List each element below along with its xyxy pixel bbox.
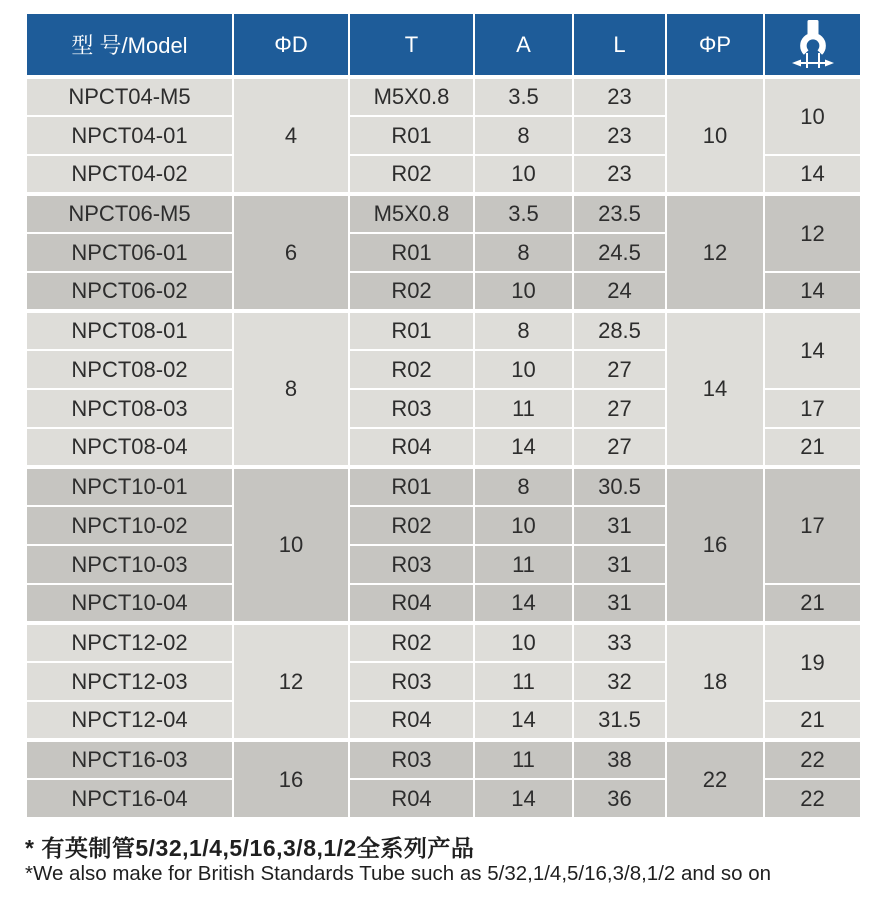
l-dim-cell: 27: [573, 428, 666, 467]
l-dim-cell: 24: [573, 272, 666, 311]
model-cell: NPCT04-01: [26, 116, 233, 155]
col-header-wrench-size: [764, 13, 861, 77]
tube-od-cell: 8: [233, 311, 349, 467]
a-dim-cell: 10: [474, 350, 573, 389]
l-dim-cell: 32: [573, 662, 666, 701]
model-cell: NPCT10-01: [26, 467, 233, 506]
a-dim-cell: 10: [474, 155, 573, 194]
footnotes: [25, 835, 884, 886]
l-dim-cell: 38: [573, 740, 666, 779]
a-dim-cell: 11: [474, 389, 573, 428]
model-cell: NPCT04-02: [26, 155, 233, 194]
table-row: [26, 77, 861, 116]
thread-cell: R02: [349, 350, 474, 389]
model-cell: NPCT06-M5: [26, 194, 233, 233]
l-dim-cell: 23: [573, 77, 666, 116]
l-dim-cell: 31: [573, 506, 666, 545]
l-dim-cell: 23.5: [573, 194, 666, 233]
thread-cell: R01: [349, 467, 474, 506]
thread-cell: R03: [349, 740, 474, 779]
l-dim-cell: 23: [573, 116, 666, 155]
model-cell: NPCT16-03: [26, 740, 233, 779]
spec-table: [25, 12, 862, 819]
thread-cell: R01: [349, 233, 474, 272]
col-header-port: ΦP: [666, 13, 764, 77]
model-cell: NPCT16-04: [26, 779, 233, 818]
a-dim-cell: 3.5: [474, 77, 573, 116]
col-header-tube-od: ΦD: [233, 13, 349, 77]
a-dim-cell: 11: [474, 740, 573, 779]
port-cell: 14: [666, 311, 764, 467]
port-cell: 16: [666, 467, 764, 623]
col-header-l-dim: L: [573, 13, 666, 77]
a-dim-cell: 10: [474, 623, 573, 662]
l-dim-cell: 33: [573, 623, 666, 662]
port-cell: 22: [666, 740, 764, 818]
wrench-cell: 19: [764, 623, 861, 701]
model-cell: NPCT10-02: [26, 506, 233, 545]
catalog-page: [0, 12, 884, 901]
wrench-cell: 22: [764, 740, 861, 779]
wrench-cell: 17: [764, 389, 861, 428]
table-row: [26, 623, 861, 662]
thread-cell: R03: [349, 389, 474, 428]
wrench-cell: 14: [764, 272, 861, 311]
l-dim-cell: 31.5: [573, 701, 666, 740]
model-cell: NPCT10-04: [26, 584, 233, 623]
thread-cell: R04: [349, 779, 474, 818]
thread-cell: R04: [349, 701, 474, 740]
a-dim-cell: 14: [474, 428, 573, 467]
a-dim-cell: 10: [474, 506, 573, 545]
wrench-cell: 10: [764, 77, 861, 155]
footnote-english: *We also make for British Standards Tube such as 5/32,1/4,5/16,3/8,1/2 and so on: [25, 862, 772, 885]
col-header-a-dim: A: [474, 13, 573, 77]
thread-cell: R01: [349, 116, 474, 155]
model-cell: NPCT12-03: [26, 662, 233, 701]
wrench-cell: 17: [764, 467, 861, 584]
model-cell: NPCT08-01: [26, 311, 233, 350]
footnote-chinese: * 有英制管5/32,1/4,5/16,3/8,1/2全系列产品: [25, 835, 475, 861]
table-row: [26, 311, 861, 350]
a-dim-cell: 3.5: [474, 194, 573, 233]
thread-cell: R04: [349, 584, 474, 623]
port-cell: 12: [666, 194, 764, 311]
tube-od-cell: 12: [233, 623, 349, 740]
wrench-cell: 21: [764, 701, 861, 740]
thread-cell: M5X0.8: [349, 194, 474, 233]
thread-cell: M5X0.8: [349, 77, 474, 116]
model-cell: NPCT06-01: [26, 233, 233, 272]
model-cell: NPCT08-04: [26, 428, 233, 467]
thread-cell: R03: [349, 662, 474, 701]
table-row: [26, 467, 861, 506]
a-dim-cell: 8: [474, 116, 573, 155]
tube-od-cell: 6: [233, 194, 349, 311]
a-dim-cell: 8: [474, 233, 573, 272]
l-dim-cell: 23: [573, 155, 666, 194]
wrench-cell: 21: [764, 428, 861, 467]
model-cell: NPCT06-02: [26, 272, 233, 311]
table-row: [26, 194, 861, 233]
model-cell: NPCT08-02: [26, 350, 233, 389]
model-cell: NPCT12-02: [26, 623, 233, 662]
thread-cell: R01: [349, 311, 474, 350]
thread-cell: R02: [349, 272, 474, 311]
a-dim-cell: 14: [474, 701, 573, 740]
thread-cell: R02: [349, 506, 474, 545]
a-dim-cell: 8: [474, 467, 573, 506]
a-dim-cell: 14: [474, 584, 573, 623]
a-dim-cell: 11: [474, 662, 573, 701]
l-dim-cell: 27: [573, 389, 666, 428]
model-cell: NPCT12-04: [26, 701, 233, 740]
col-header-model: 型 号/Model: [26, 13, 233, 77]
wrench-cell: 14: [764, 155, 861, 194]
model-cell: NPCT10-03: [26, 545, 233, 584]
header-row: [26, 13, 861, 77]
l-dim-cell: 30.5: [573, 467, 666, 506]
thread-cell: R04: [349, 428, 474, 467]
tube-od-cell: 16: [233, 740, 349, 818]
col-header-thread: T: [349, 13, 474, 77]
wrench-cell: 14: [764, 311, 861, 389]
l-dim-cell: 31: [573, 545, 666, 584]
l-dim-cell: 31: [573, 584, 666, 623]
a-dim-cell: 10: [474, 272, 573, 311]
model-cell: NPCT04-M5: [26, 77, 233, 116]
tube-od-cell: 10: [233, 467, 349, 623]
l-dim-cell: 24.5: [573, 233, 666, 272]
tube-od-cell: 4: [233, 77, 349, 194]
port-cell: 10: [666, 77, 764, 194]
port-cell: 18: [666, 623, 764, 740]
thread-cell: R03: [349, 545, 474, 584]
l-dim-cell: 36: [573, 779, 666, 818]
model-cell: NPCT08-03: [26, 389, 233, 428]
l-dim-cell: 27: [573, 350, 666, 389]
wrench-size-icon: [791, 18, 835, 72]
table-row: [26, 740, 861, 779]
wrench-cell: 22: [764, 779, 861, 818]
a-dim-cell: 14: [474, 779, 573, 818]
thread-cell: R02: [349, 623, 474, 662]
wrench-cell: 12: [764, 194, 861, 272]
thread-cell: R02: [349, 155, 474, 194]
wrench-cell: 21: [764, 584, 861, 623]
a-dim-cell: 8: [474, 311, 573, 350]
a-dim-cell: 11: [474, 545, 573, 584]
l-dim-cell: 28.5: [573, 311, 666, 350]
